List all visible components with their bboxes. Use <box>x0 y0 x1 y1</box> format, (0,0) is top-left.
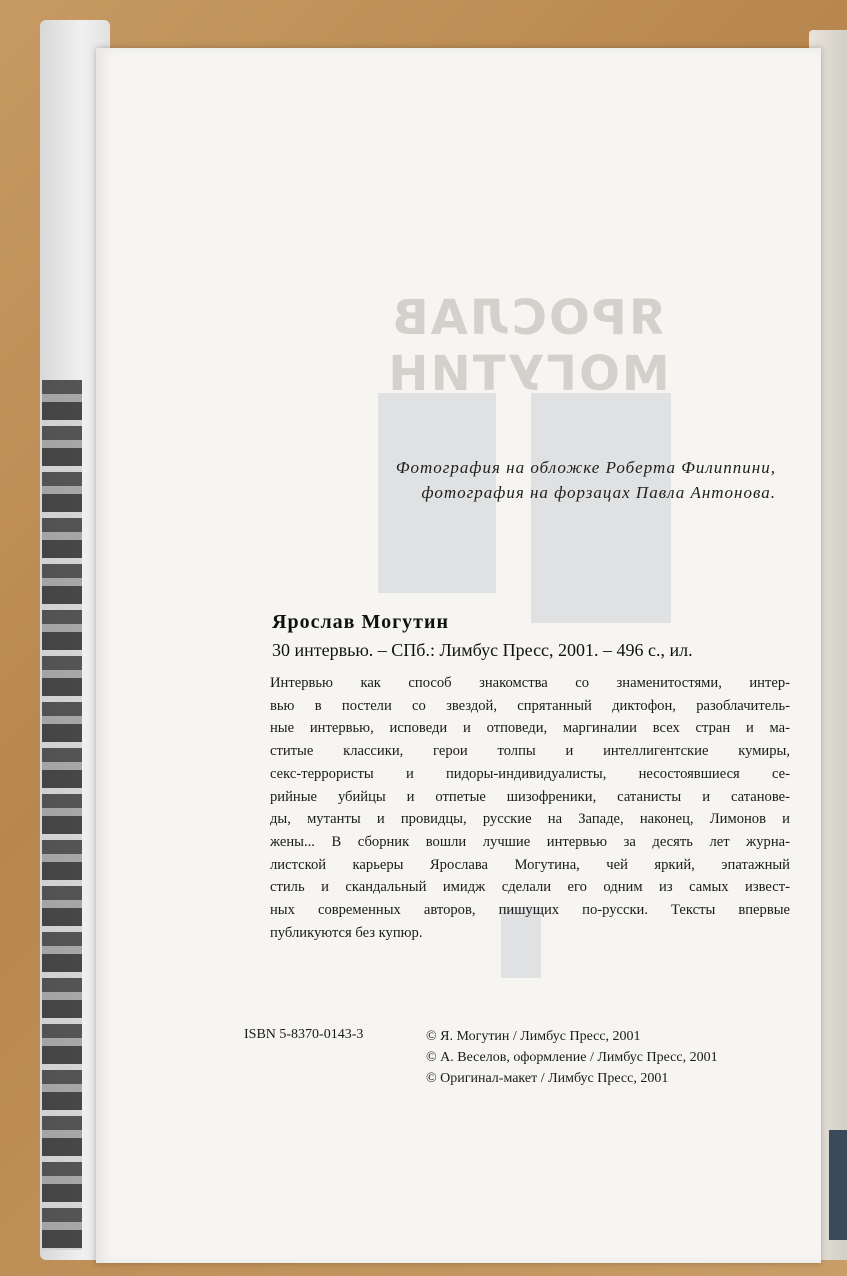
abstract-line: секс-террористы и пидоры-индивидуалисты, несостоявшиеся се- <box>270 765 790 782</box>
abstract-line: рийные убийцы и отпетые шизофреники, сатанисты и сатанове- <box>270 788 790 805</box>
bibliographic-record: 30 интервью. – СПб.: Лимбус Пресс, 2001. – 496 с., ил. <box>272 640 693 660</box>
credits-line: Фотография на обложке Роберта Филиппини, <box>395 458 776 477</box>
book-abstract <box>270 672 790 944</box>
abstract-line: вью в постели со звездой, спрятанный диктофон, разоблачитель- <box>270 697 790 714</box>
abstract-line: стиль и скандальный имидж сделали его одним из самых извест- <box>270 879 790 896</box>
abstract-line: публикуются без купюр. <box>270 924 423 941</box>
copyright-line: © Я. Могутин / Лимбус Пресс, 2001 <box>426 1029 641 1044</box>
book-page <box>96 48 821 1263</box>
abstract-line: ститые классики, герои толпы и интеллигентские кумиры, <box>270 743 790 760</box>
isbn-number: ISBN 5-8370-0143-3 <box>244 1027 364 1042</box>
abstract-line: Интервью как способ знакомства со знаменитостями, интер- <box>270 675 790 691</box>
abstract-line: жены... В сборник вошли лучшие интервью за десять лет журна- <box>270 833 790 850</box>
abstract-line: листской карьеры Ярослава Могутина, чей яркий, эпатажный <box>270 856 790 873</box>
book-author: Ярослав Могутин <box>272 611 450 633</box>
abstract-line: ды, мутанты и провидцы, русские на Западе, наконец, Лимонов и <box>270 811 790 828</box>
cover-spine-strip <box>829 1130 847 1240</box>
ghost-title-line: ЯРОСЛАВ <box>390 290 666 346</box>
copyright-notices <box>426 1026 718 1089</box>
ghost-title-line: МОГУТИН <box>386 346 670 402</box>
abstract-line: ные интервью, исповеди и отповеди, маргиналии всех стран и ма- <box>270 720 790 737</box>
photo-credits <box>286 455 776 505</box>
copyright-line: © А. Веселов, оформление / Лимбус Пресс, 2001 <box>426 1050 718 1065</box>
credits-line: фотография на форзацах Павла Антонова. <box>421 483 776 502</box>
copyright-line: © Оригинал-макет / Лимбус Пресс, 2001 <box>426 1071 669 1086</box>
abstract-line: ных современных авторов, пишущих по-русски. Тексты впервые <box>270 902 790 919</box>
cover-photo-edge <box>42 380 82 1250</box>
